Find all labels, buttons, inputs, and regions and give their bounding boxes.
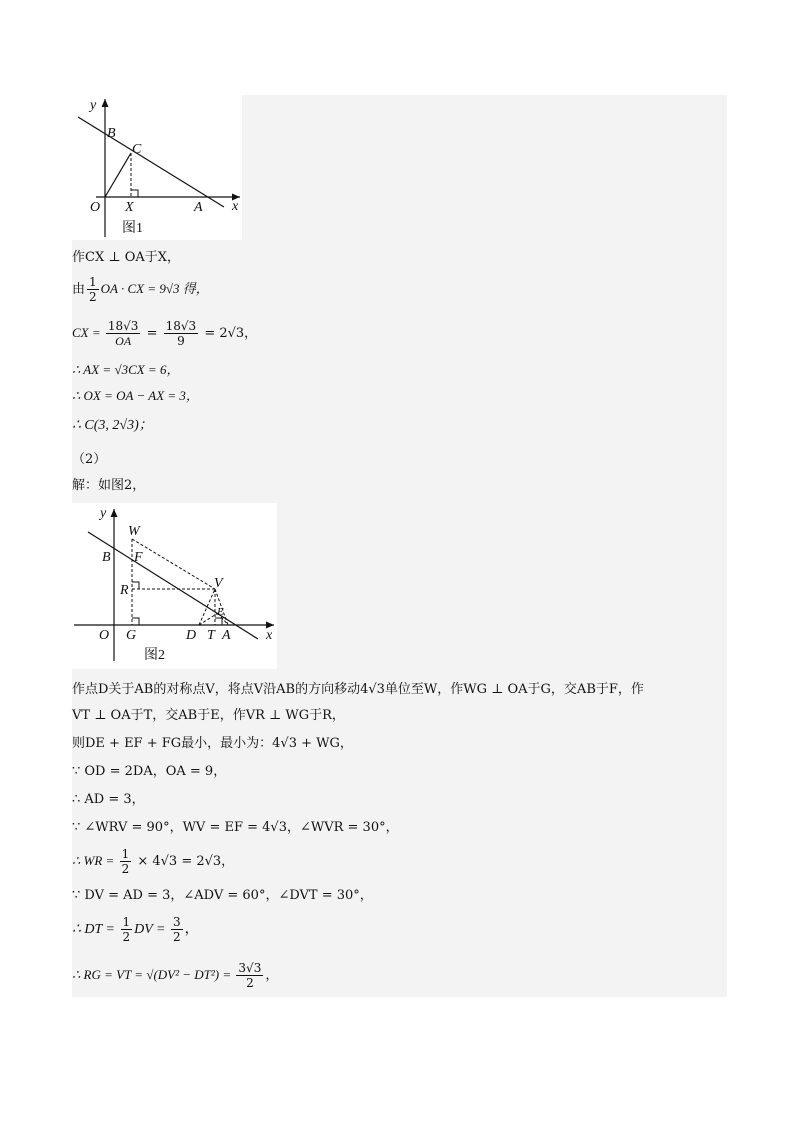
part2-line-10 (72, 957, 278, 993)
fig1-label-O: O (90, 200, 101, 215)
fraction-numerator: 3√3 (238, 961, 262, 975)
text-fragment: ∴ DT = (72, 922, 119, 937)
text-fragment: ∴ WR = (72, 853, 118, 868)
figure-1-diagram (72, 95, 242, 240)
fig2-caption: 图2 (144, 648, 165, 663)
fraction-numerator: 18√3 (165, 319, 197, 333)
fraction-numerator: 18√3 (107, 319, 139, 333)
fig2-label-B: B (102, 550, 111, 565)
text-fragment: DV = (134, 922, 169, 937)
text-fragment: × 4√3 = 2√3， (133, 854, 235, 869)
part2-line-5: ∴ AD = 3， (72, 792, 145, 807)
fig2-label-R: R (120, 583, 129, 598)
text-fragment: OA · CX = 9√3 得， (100, 281, 209, 296)
figure-2-diagram (72, 503, 277, 669)
part2-line-7 (72, 843, 234, 879)
part2-line-2: VT ⊥ OA于T，交AB于E，作VR ⊥ WG于R， (72, 708, 345, 723)
fig2-label-T: T (207, 628, 215, 643)
fig1-label-X: X (125, 200, 134, 215)
fraction (106, 319, 141, 348)
fig2-label-E: E (217, 606, 224, 618)
fig2-label-F: F (134, 550, 143, 565)
fig2-label-V: V (214, 576, 223, 591)
part2-line-9 (72, 911, 199, 947)
fraction (164, 319, 199, 348)
fraction-denominator: 2 (121, 862, 130, 876)
fraction-numerator: 3 (173, 914, 181, 929)
fraction-numerator: 1 (121, 847, 130, 861)
solution-sheet (72, 95, 727, 997)
part1-line-3 (72, 315, 257, 351)
part2-line-8: ∵ DV = AD = 3，∠ADV = 60°，∠DVT = 30°， (72, 888, 373, 903)
text-fragment: ∴ RG = VT = √(DV² − DT²) = (72, 967, 235, 982)
fig1-label-x: x (232, 199, 239, 214)
text-fragment: ， (265, 968, 279, 983)
fraction-denominator: 2 (89, 290, 97, 304)
fig1-label-C: C (132, 142, 142, 157)
text-fragment: 由 (72, 282, 86, 297)
text-fragment: = 2√3， (200, 326, 258, 341)
fig2-label-A: A (222, 628, 231, 643)
part1-line-4: ∴ AX = √3CX = 6， (72, 362, 180, 377)
text-fragment: ， (184, 921, 199, 937)
part2-line-4: ∵ OD = 2DA，OA = 9， (72, 764, 227, 779)
fig2-label-G: G (126, 628, 137, 643)
text-fragment: = (142, 326, 162, 341)
fraction-denominator: 2 (173, 929, 181, 944)
part2-line-1: 作点D关于AB的对称点V，将点V沿AB的方向移动4√3单位至W，作WG ⊥ OA于G，交AB于F，作 (72, 682, 644, 697)
part2-line-3: 则DE + EF + FG最小，最小为：4√3 + WG， (72, 736, 353, 751)
fraction (236, 961, 263, 990)
fraction-denominator: 9 (177, 334, 185, 348)
fraction (171, 915, 183, 944)
fraction (87, 275, 99, 304)
part1-line-5: ∴ OX = OA − AX = 3， (72, 388, 199, 403)
figure-1 (72, 95, 242, 240)
figure-2 (72, 503, 277, 669)
part1-line-2 (72, 271, 209, 307)
fraction (120, 847, 132, 876)
fraction-numerator: 1 (89, 275, 97, 289)
fig2-label-x: x (266, 628, 273, 643)
fraction-denominator: OA (115, 334, 132, 348)
fraction-denominator: 2 (122, 929, 131, 944)
fig2-label-O: O (99, 628, 110, 643)
fig2-label-W: W (128, 524, 140, 539)
fig1-caption: 图1 (122, 221, 143, 236)
fig1-label-A: A (194, 200, 203, 215)
fraction-numerator: 1 (122, 914, 131, 929)
fig2-label-y: y (100, 506, 107, 521)
part2-intro: 解：如图2， (72, 478, 146, 493)
fraction-denominator: 2 (246, 976, 254, 990)
fig1-label-B: B (107, 126, 116, 141)
fig1-label-y: y (90, 98, 97, 113)
part1-line-6: ∴ C(3, 2√3)； (72, 418, 153, 433)
fig2-label-D: D (186, 628, 197, 643)
part2-heading: （2） (72, 452, 107, 467)
text-fragment: CX = (72, 325, 104, 340)
part1-line-1: 作CX ⊥ OA于X， (72, 250, 180, 265)
fraction (121, 915, 133, 944)
part2-line-6: ∵ ∠WRV = 90°，WV = EF = 4√3，∠WVR = 30°， (72, 820, 399, 835)
